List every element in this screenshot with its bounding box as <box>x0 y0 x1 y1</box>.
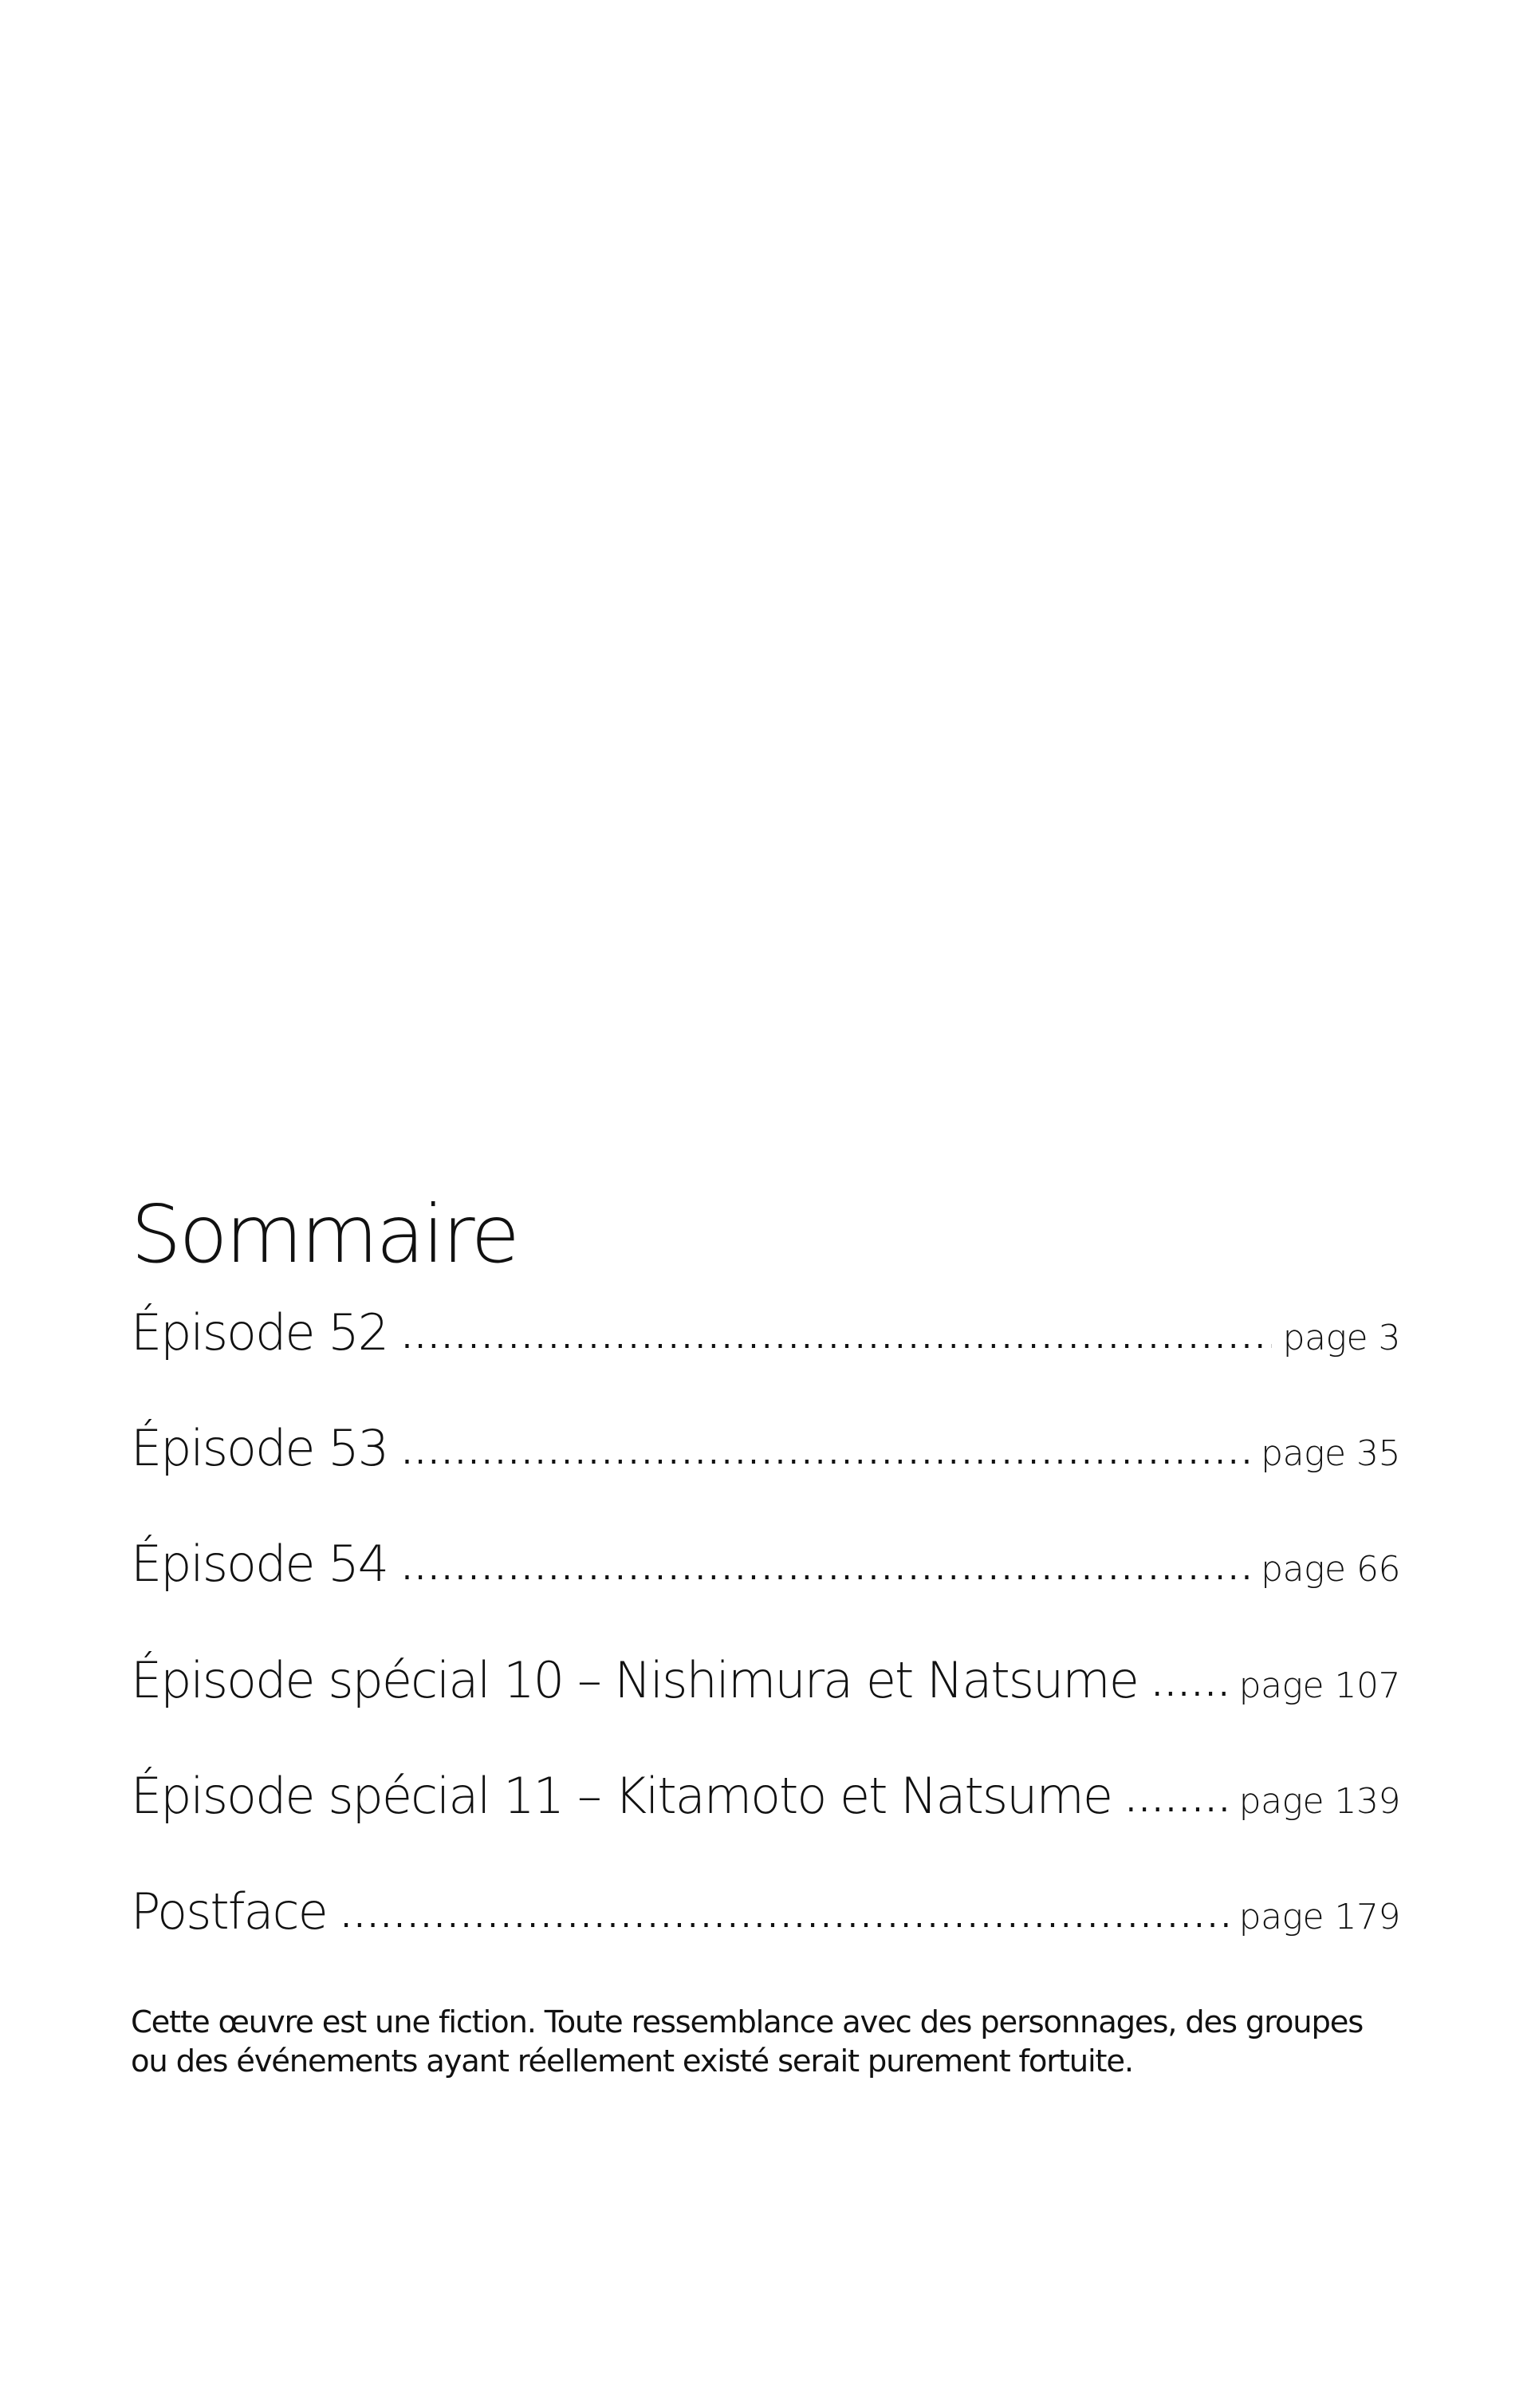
fiction-disclaimer: Cette œuvre est une fiction. Toute ressemblance avec des personnages, des groupes ou des événements ayant réellement existé serait purement fortuite. <box>131 2004 1364 2080</box>
toc-list <box>131 1303 1400 1998</box>
toc-entry-page: page 35 <box>1261 1433 1400 1475</box>
toc-entry-page: page 179 <box>1238 1896 1400 1937</box>
toc-entry-episode-54 <box>131 1535 1400 1650</box>
toc-entry-title: Épisode spécial 10 – Nishimura et Natsume <box>131 1650 1138 1709</box>
dot-leader <box>1126 1783 1228 1819</box>
toc-entry-title: Épisode 53 <box>131 1419 388 1478</box>
toc-entry-page: page 3 <box>1282 1318 1400 1358</box>
toc-entry-title: Épisode 54 <box>131 1535 388 1594</box>
toc-entry-title: Épisode spécial 11 – Kitamoto et Natsume <box>131 1766 1112 1825</box>
toc-entry-special-11 <box>131 1767 1400 1882</box>
toc-entry-episode-53 <box>131 1419 1400 1535</box>
toc-entry-title: Épisode 52 <box>131 1303 388 1362</box>
dot-leader <box>341 1898 1228 1935</box>
toc-title: Sommaire <box>131 1188 518 1281</box>
dot-leader <box>402 1319 1272 1356</box>
toc-entry-special-10 <box>131 1651 1400 1767</box>
dot-leader <box>1152 1667 1228 1704</box>
toc-entry-episode-52 <box>131 1303 1400 1419</box>
dot-leader <box>402 1435 1250 1472</box>
toc-entry-page: page 107 <box>1238 1665 1400 1706</box>
dot-leader <box>402 1551 1250 1587</box>
table-of-contents <box>131 1179 1400 2081</box>
toc-entry-page: page 139 <box>1238 1780 1400 1822</box>
toc-entry-postface <box>131 1882 1400 1998</box>
toc-entry-page: page 66 <box>1261 1549 1400 1590</box>
toc-entry-title: Postface <box>131 1882 327 1941</box>
